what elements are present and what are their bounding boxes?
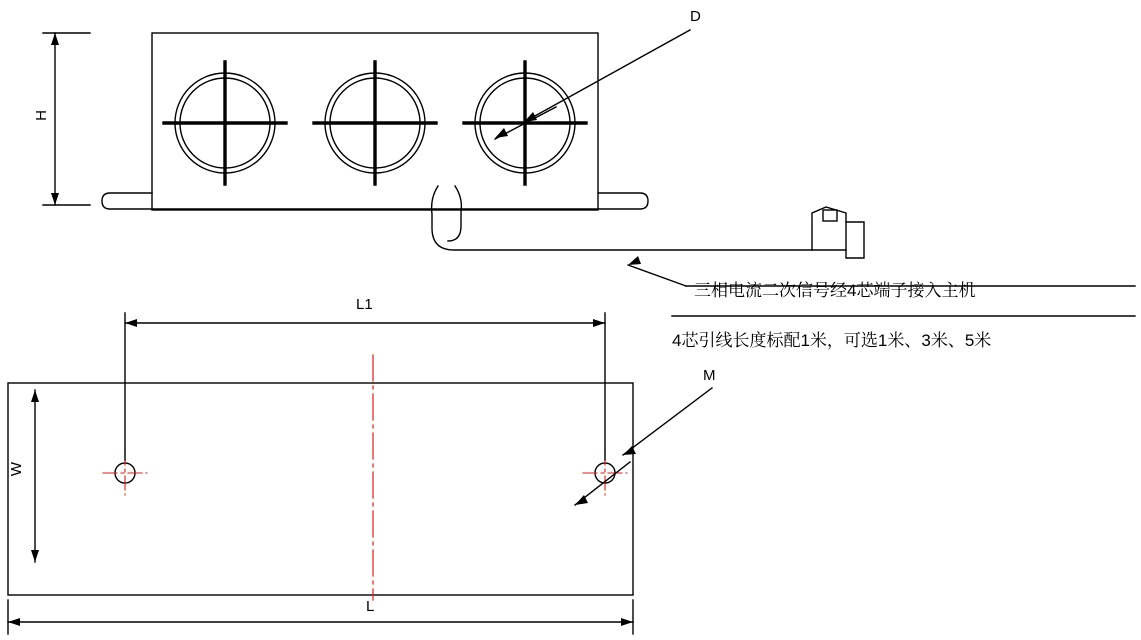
label-l1: L1 <box>356 296 373 313</box>
note-three-phase: 三相电流二次信号经4芯端子接入主机 <box>694 281 976 300</box>
dimension-l1 <box>125 313 605 460</box>
front-view-apertures <box>164 62 586 184</box>
label-h: H <box>33 110 50 121</box>
label-m: M <box>703 367 716 384</box>
top-view-body <box>8 383 633 595</box>
dimension-h <box>43 33 90 205</box>
dimension-w <box>31 390 39 562</box>
label-d: D <box>690 8 701 25</box>
mounting-holes <box>103 451 627 495</box>
note-cable-length: 4芯引线长度标配1米，可选1米、3米、5米 <box>672 331 992 350</box>
dimension-l <box>8 600 633 634</box>
terminal-connector <box>812 207 864 258</box>
leader-m <box>575 388 712 505</box>
output-cable <box>432 186 812 250</box>
label-l: L <box>366 598 375 615</box>
label-w: W <box>8 462 25 477</box>
